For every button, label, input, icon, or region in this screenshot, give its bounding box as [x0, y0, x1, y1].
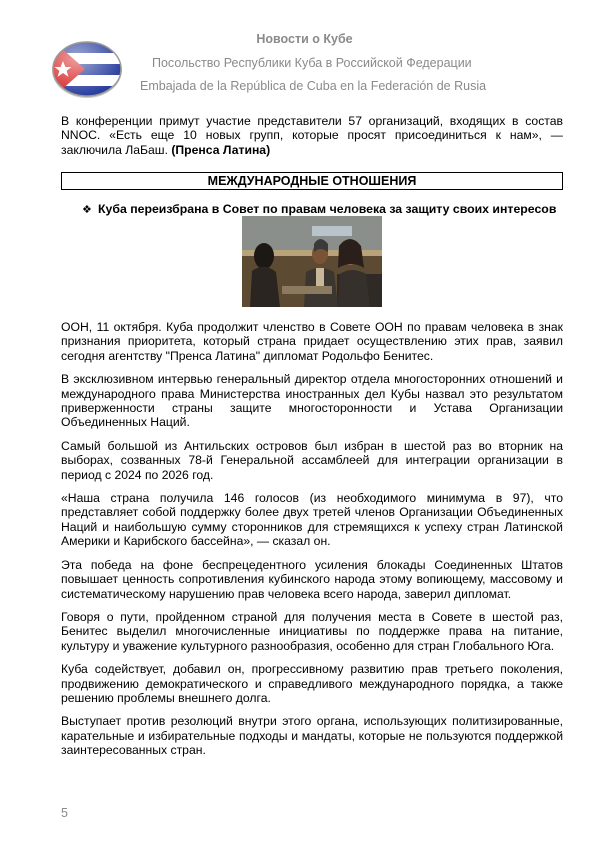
newsletter-title: Новости о Кубе: [256, 32, 353, 46]
page-header: [0, 0, 609, 105]
cuba-flag-logo-icon: [51, 39, 123, 99]
embassy-name-es: Embajada de la República de Cuba en la Federación de Rusia: [140, 79, 487, 93]
article-paragraph: В эксклюзивном интервью генеральный директор отдела многосторонних отношений и международного права Министерства иностранных дел Кубы назвал это результатом приверженности страны защите многосторонности и Устава Организации Объединенных Наций.: [61, 372, 563, 430]
article-paragraph: Говоря о пути, пройденном страной для получения места в Совете в шестой раз, Бенитес выделил многочисленные инициативы по поддержке права на питание, культуру и уважение культурного разнообразия, особенно для стран Глобального Юга.: [61, 609, 563, 653]
article-title: Куба переизбрана в Совет по правам человека за защиту своих интересов: [98, 202, 557, 216]
article-paragraph: Самый большой из Антильских островов был избран в шестой раз во вторник на выборах, созванных 78-й Генеральной ассамблеей для интеграции организации в период с 2024 по 2026 год.: [61, 438, 563, 482]
article-paragraph: Выступает против резолюций внутри этого органа, использующих политизированные, карательные и избирательные подходы и мандаты, которые не пользуются поддержкой заинтересованных стран.: [61, 714, 563, 758]
article-paragraph: Куба содействует, добавил он, прогрессивному развитию прав третьего поколения, продвижению демократического и справедливого международного порядка, а также решению проблемы внешнего долга.: [61, 662, 563, 705]
intro-paragraph-block: [61, 114, 563, 157]
section-heading: МЕЖДУНАРОДНЫЕ ОТНОШЕНИЯ: [61, 172, 563, 190]
diamond-bullet-icon: ❖: [82, 204, 92, 216]
article-paragraph: ООН, 11 октября. Куба продолжит членство в Совете ООН по правам человека в знак признания приоритета, который страна придает осуществлению этих прав, заявил сегодня агентству "Пренса Латина" дипломат Родольфо Бенитес.: [61, 320, 563, 363]
article-photo: [242, 216, 382, 307]
page-number: 5: [61, 806, 68, 820]
article-title-row: [82, 202, 563, 216]
article-paragraph: Эта победа на фоне беспрецедентного усиления блокады Соединенных Штатов повышает ценность сопротивления кубинского народа этому вопиющему, массовому и систематическому нарушению прав человека всего народа, заверил дипломат.: [61, 557, 563, 601]
intro-source: (Пренса Латина): [171, 142, 271, 157]
intro-paragraph: [61, 114, 563, 157]
embassy-name-ru: Посольство Республики Куба в Российской Федерации: [152, 56, 472, 70]
article-paragraph: «Наша страна получила 146 голосов (из необходимого минимума в 97), что представляет собой поддержку более двух третей членов Организации Объединенных Наций и наибольшую сумму сторонников для стремящихся к успеху стран Латинской Америки и Карибского бассейна», — сказал он.: [61, 491, 563, 549]
intro-text: В конференции примут участие представители 57 организаций, входящих в состав NNOC. «Есть еще 10 новых групп, которые просят присоединиться к нам», — заключила ЛаБаш.: [61, 114, 563, 157]
article-body: [61, 320, 563, 767]
